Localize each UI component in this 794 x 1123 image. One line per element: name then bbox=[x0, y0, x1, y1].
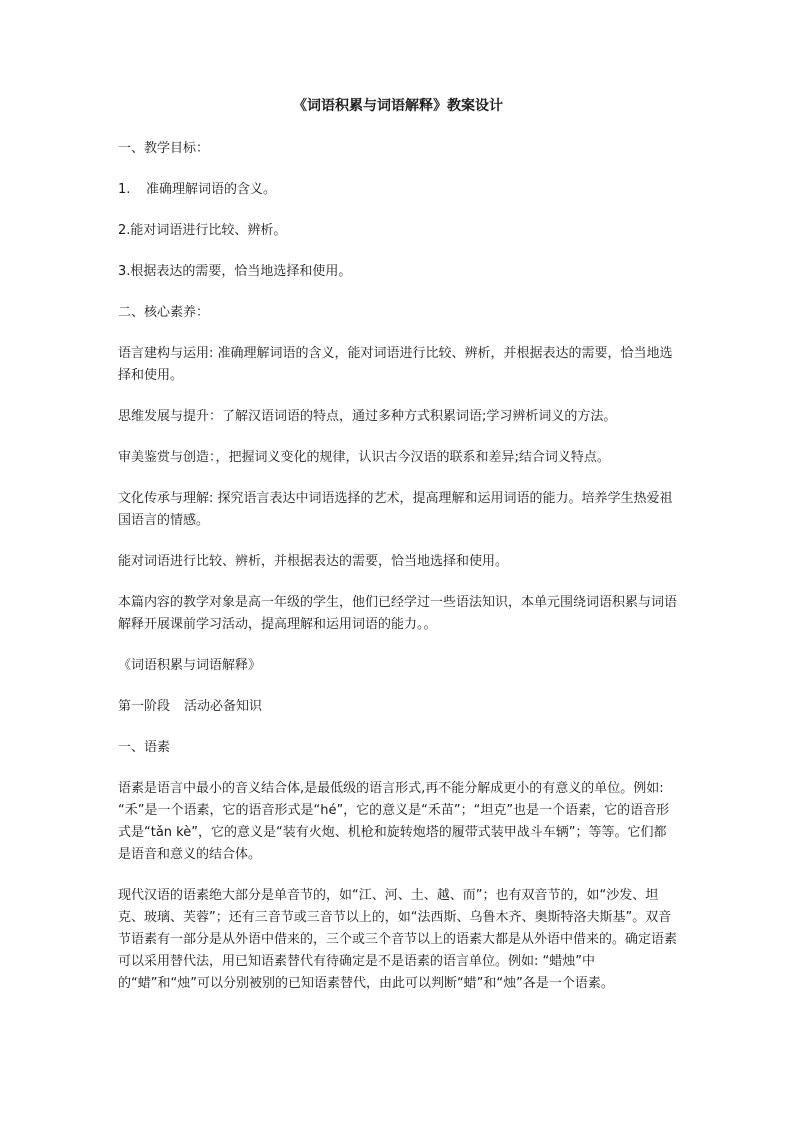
section-heading-goals: 一、教学目标： bbox=[118, 141, 210, 156]
goal-item-1-text: 准确理解词语的含义。 bbox=[146, 182, 277, 197]
core-item-aesthetic: 审美鉴赏与创造：，把握词义变化的规律，认识古今汉语的联系和差异;结合词义特点。 bbox=[118, 450, 610, 465]
ability-paragraph: 能对词语进行比较、辨析，并根据表达的需要，恰当地选择和使用。 bbox=[118, 554, 509, 569]
core-item-thinking: 思维发展与提升：了解汉语词语的特点，通过多种方式积累词语;学习辨析词义的方法。 bbox=[118, 409, 617, 424]
document-page bbox=[118, 96, 678, 1014]
stage-title: 活动必备知识 bbox=[184, 699, 263, 714]
goal-item-2: 2.能对词语进行比较、辨析。 bbox=[118, 223, 287, 238]
target-paragraph: 本篇内容的教学对象是高一年级的学生，他们已经学过一些语法知识，本单元围绕词语积累与词语解释开展课前学习活动，提高理解和运用词语的能力。。 bbox=[118, 595, 678, 632]
goal-item-1-number: 1. bbox=[118, 182, 131, 197]
goal-item-1 bbox=[118, 179, 678, 201]
core-item-language: 语言建构与运用: 准确理解词语的含义，能对词语进行比较、辨析，并根据表达的需要，恰当地选择和使用。 bbox=[118, 346, 673, 383]
stage-heading bbox=[118, 696, 678, 718]
stage-label: 第一阶段 bbox=[118, 699, 171, 714]
document-title: 《词语积累与词语解释》教案设计 bbox=[293, 98, 503, 114]
section-heading-morpheme: 一、语素 bbox=[118, 740, 171, 755]
section-heading-core: 二、核心素养： bbox=[118, 305, 210, 320]
core-item-culture: 文化传承与理解: 探究语言表达中词语选择的艺术，提高理解和运用词语的能力。培养学生热爱祖国语言的情感。 bbox=[118, 491, 673, 528]
goal-item-3: 3.根据表达的需要，恰当地选择和使用。 bbox=[118, 264, 352, 279]
morpheme-paragraph-2: 现代汉语的语素绝大部分是单音节的，如“江、河、土、越、而”；也有双音节的，如“沙发、坦克、玻璃、芙蓉”；还有三音节或三音节以上的，如“法西斯、乌鲁木齐、奥斯特洛夫斯基”。双音节语素有一部分是从外语中借来的，三个或三个音节以上的语素大都是从外语中借来的。确定语素可以采用替代法，用已知语素替代有待确定是不是语素的语言单位。例如: “蜡烛”中的“蜡”和“烛”可以分别被别的已知语素替代，由此可以判断“蜡”和“烛”各是一个语素。 bbox=[118, 888, 678, 991]
book-title: 《词语积累与词语解释》 bbox=[118, 658, 262, 673]
morpheme-paragraph-1: 语素是语言中最小的音义结合体,是最低级的语言形式,再不能分解成更小的有意义的单位。例如: “禾”是一个语素，它的语音形式是“hé”，它的意义是“禾苗”；“坦克”也是一个语素，它的语音形式是“tǎn kè”，它的意义是“装有火炮、机枪和旋转炮塔的履带式装甲战斗车辆”；等等。它们都是语音和意义的结合体。 bbox=[118, 781, 670, 862]
